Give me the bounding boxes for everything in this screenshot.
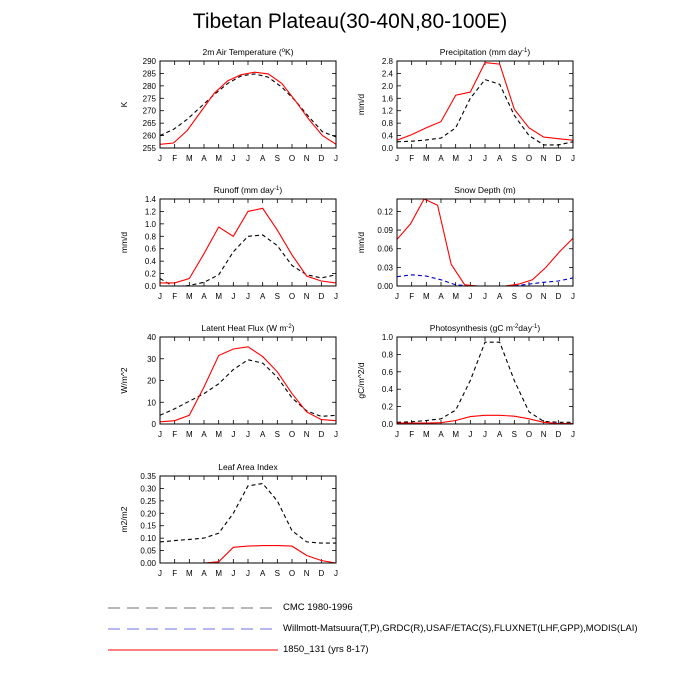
panel-title-text: Snow Depth (m) xyxy=(454,185,516,195)
y-tick-label: 0.10 xyxy=(140,534,156,544)
x-tick-label: A xyxy=(438,292,444,301)
x-tick-label: F xyxy=(172,154,178,163)
panel-title-sup: -2 xyxy=(512,324,519,330)
y-tick-label: 0.8 xyxy=(381,350,393,360)
x-tick-label: M xyxy=(215,569,223,578)
y-tick-label: 0.2 xyxy=(144,269,156,279)
panel-title-text: Runoff (mm day xyxy=(213,185,275,195)
panel-latent-heat-flux xyxy=(119,323,338,439)
x-tick-label: M xyxy=(422,292,430,301)
plot-frame-snow-depth xyxy=(397,199,573,286)
panel-title-text: 2m Air Temperature ( xyxy=(202,47,282,57)
y-axis-label-leaf-area-index: m2/m2 xyxy=(119,506,129,533)
panel-title-text: Latent Heat Flux (W m xyxy=(201,323,287,333)
panel-title-sup: -2 xyxy=(286,324,292,330)
legend-label-model: 1850_131 (yrs 8-17) xyxy=(283,644,369,655)
x-tick-label: M xyxy=(215,154,223,163)
y-tick-label: 0.30 xyxy=(140,484,156,494)
plot-frame-precipitation xyxy=(397,61,573,148)
y-tick-label: 0.2 xyxy=(381,402,393,412)
x-tick-label: J xyxy=(231,430,236,439)
x-tick-label: M xyxy=(215,292,223,301)
x-tick-label: D xyxy=(555,430,562,439)
x-tick-label: J xyxy=(334,154,338,163)
y-axis-label-latent-heat-flux: W/m^2 xyxy=(119,367,129,394)
x-tick-label: J xyxy=(158,154,162,163)
y-tick-label: 0.35 xyxy=(140,472,156,481)
series-line-obs-latent-heat-flux xyxy=(160,360,336,417)
panel-title-sup: -1 xyxy=(532,324,538,330)
y-tick-label: 0.12 xyxy=(377,207,393,217)
panel-title-text: Photosynthesis (gC m xyxy=(429,323,513,333)
x-tick-label: M xyxy=(452,430,460,439)
x-tick-label: F xyxy=(172,569,178,578)
x-tick-label: J xyxy=(334,569,338,578)
series-line-obs-air-temperature xyxy=(160,74,336,137)
series-line-obs-leaf-area-index xyxy=(160,484,336,544)
series-line-model-snow-depth xyxy=(397,199,573,286)
x-tick-label: F xyxy=(172,292,178,301)
x-tick-label: J xyxy=(246,430,250,439)
y-tick-label: 30 xyxy=(147,354,156,364)
panel-title-sup: o xyxy=(281,48,286,54)
x-tick-label: J xyxy=(468,292,473,301)
y-tick-label: 0.0 xyxy=(381,420,393,429)
x-tick-label: J xyxy=(231,154,236,163)
x-tick-label: N xyxy=(303,292,310,301)
x-tick-label: D xyxy=(555,154,562,163)
x-tick-label: D xyxy=(318,292,325,301)
x-tick-label: S xyxy=(511,430,518,439)
x-tick-label: M xyxy=(215,430,223,439)
y-tick-label: 0.20 xyxy=(140,509,156,519)
x-tick-label: F xyxy=(409,430,415,439)
series-line-model-latent-heat-flux xyxy=(160,347,336,422)
y-axis-label-air-temperature: K xyxy=(119,101,129,108)
y-tick-label: 1.0 xyxy=(381,333,393,342)
y-tick-label: 0.0 xyxy=(144,282,156,291)
x-tick-label: S xyxy=(511,154,518,163)
x-tick-label: D xyxy=(318,569,325,578)
panel-title-tail: ) xyxy=(537,323,541,333)
x-tick-label: A xyxy=(259,292,266,301)
y-tick-label: 2.8 xyxy=(381,57,393,66)
x-tick-label: J xyxy=(468,154,473,163)
legend-swatch-observations xyxy=(108,622,278,636)
y-tick-label: 1.2 xyxy=(381,106,393,116)
x-tick-label: A xyxy=(496,430,503,439)
y-tick-label: 0.00 xyxy=(377,282,393,291)
y-tick-label: 0.8 xyxy=(144,232,156,242)
y-tick-label: 10 xyxy=(147,398,156,408)
panel-title-air-temperature xyxy=(202,47,293,57)
y-tick-label: 1.0 xyxy=(144,219,156,229)
y-tick-label: 0.09 xyxy=(377,226,393,236)
x-tick-label: J xyxy=(231,292,236,301)
y-tick-label: 275 xyxy=(142,94,156,104)
panel-photosynthesis xyxy=(356,323,575,439)
panel-title-sup: -1 xyxy=(274,186,280,192)
x-tick-label: J xyxy=(395,430,399,439)
figure-title: Tibetan Plateau(30-40N,80-100E) xyxy=(192,10,508,33)
y-tick-label: 280 xyxy=(142,81,156,91)
panel-air-temperature xyxy=(119,47,338,163)
plot-frame-leaf-area-index xyxy=(160,476,336,563)
x-tick-label: M xyxy=(185,430,193,439)
x-tick-label: O xyxy=(525,292,533,301)
y-tick-label: 0.6 xyxy=(381,367,393,377)
panel-title-text: Leaf Area Index xyxy=(218,462,278,472)
y-tick-label: 0.06 xyxy=(377,244,393,254)
x-tick-label: J xyxy=(158,569,162,578)
series-line-obs-photosynthesis xyxy=(397,342,573,422)
x-tick-label: M xyxy=(452,154,460,163)
x-tick-label: J xyxy=(483,430,487,439)
y-tick-label: 0.25 xyxy=(140,496,156,506)
x-tick-label: M xyxy=(422,430,430,439)
x-tick-label: O xyxy=(525,430,533,439)
legend-swatch-cmc xyxy=(108,601,278,615)
y-tick-label: 1.6 xyxy=(381,94,393,104)
x-tick-label: J xyxy=(468,430,473,439)
y-tick-label: 0.00 xyxy=(140,559,156,568)
x-tick-label: O xyxy=(288,430,296,439)
series-line-model-runoff xyxy=(160,208,336,283)
panel-title-tail: ) xyxy=(279,185,283,195)
panel-title-leaf-area-index xyxy=(218,462,278,472)
panel-snow-depth xyxy=(356,185,575,301)
panel-title-tail: ) xyxy=(527,47,531,57)
series-line-model-air-temperature xyxy=(160,72,336,144)
x-tick-label: M xyxy=(422,154,430,163)
x-tick-label: J xyxy=(395,292,399,301)
x-tick-label: D xyxy=(555,292,562,301)
panel-title-tail: K) xyxy=(285,47,294,57)
plot-frame-air-temperature xyxy=(160,61,336,148)
y-axis-label-photosynthesis: gC/m^2/d xyxy=(356,362,366,399)
y-tick-label: 285 xyxy=(142,69,156,79)
panel-title-precipitation xyxy=(440,47,531,57)
legend-swatch-model xyxy=(108,643,278,657)
x-tick-label: A xyxy=(496,292,503,301)
y-tick-label: 20 xyxy=(147,376,156,386)
y-axis-label-precipitation: mm/d xyxy=(356,93,366,116)
panel-runoff xyxy=(119,185,338,301)
x-tick-label: S xyxy=(274,430,281,439)
x-tick-label: J xyxy=(231,569,236,578)
x-tick-label: A xyxy=(259,154,266,163)
y-tick-label: 2.4 xyxy=(381,69,393,79)
x-tick-label: J xyxy=(483,292,487,301)
x-tick-label: J xyxy=(571,154,575,163)
y-tick-label: 270 xyxy=(142,106,156,116)
x-tick-label: A xyxy=(496,154,503,163)
x-tick-label: J xyxy=(158,292,162,301)
x-tick-label: S xyxy=(274,569,281,578)
panel-leaf-area-index xyxy=(119,462,338,578)
x-tick-label: A xyxy=(438,430,444,439)
x-tick-label: F xyxy=(172,430,178,439)
y-tick-label: 1.2 xyxy=(144,207,156,217)
x-tick-label: N xyxy=(540,292,547,301)
panel-title-sup: -1 xyxy=(522,48,528,54)
panel-precipitation xyxy=(356,47,575,163)
x-tick-label: S xyxy=(274,154,281,163)
x-tick-label: A xyxy=(201,154,207,163)
x-tick-label: F xyxy=(409,154,415,163)
y-tick-label: 0.8 xyxy=(381,119,393,129)
y-tick-label: 0.05 xyxy=(140,546,156,556)
x-tick-label: M xyxy=(185,569,193,578)
y-tick-label: 1.4 xyxy=(144,195,156,204)
x-tick-label: J xyxy=(483,154,487,163)
x-tick-label: S xyxy=(274,292,281,301)
x-tick-label: A xyxy=(201,292,207,301)
y-tick-label: 0.4 xyxy=(381,131,393,141)
plot-frame-photosynthesis xyxy=(397,337,573,424)
x-tick-label: D xyxy=(318,154,325,163)
y-axis-label-runoff: mm/d xyxy=(119,231,129,254)
y-tick-label: 265 xyxy=(142,119,156,129)
panel-title-photosynthesis xyxy=(430,323,541,333)
x-tick-label: O xyxy=(288,292,296,301)
x-tick-label: S xyxy=(511,292,518,301)
x-tick-label: A xyxy=(201,430,207,439)
x-tick-label: A xyxy=(259,430,266,439)
y-tick-label: 0.6 xyxy=(144,244,156,254)
x-tick-label: A xyxy=(438,154,444,163)
y-tick-label: 290 xyxy=(142,57,156,66)
y-tick-label: 0.0 xyxy=(381,144,393,153)
x-tick-label: N xyxy=(303,154,310,163)
panel-title-runoff xyxy=(214,185,283,195)
x-tick-label: M xyxy=(185,154,193,163)
x-tick-label: M xyxy=(452,292,460,301)
x-tick-label: A xyxy=(259,569,266,578)
x-tick-label: J xyxy=(571,430,575,439)
y-tick-label: 255 xyxy=(142,144,156,153)
x-tick-label: F xyxy=(409,292,415,301)
y-tick-label: 0.4 xyxy=(381,385,393,395)
x-tick-label: N xyxy=(303,430,310,439)
x-tick-label: J xyxy=(246,292,250,301)
y-tick-label: 40 xyxy=(147,333,156,342)
x-tick-label: J xyxy=(334,430,338,439)
legend-label-observations: Willmott-Matsuura(T,P),GRDC(R),USAF/ETAC(S),FLUXNET(LHF,GPP),MODIS(LAI) xyxy=(283,623,638,634)
series-line-obs-precipitation xyxy=(397,80,573,145)
x-tick-label: N xyxy=(540,430,547,439)
plot-frame-latent-heat-flux xyxy=(160,337,336,424)
y-tick-label: 260 xyxy=(142,131,156,141)
legend-label-cmc: CMC 1980-1996 xyxy=(283,602,353,613)
x-tick-label: D xyxy=(318,430,325,439)
y-tick-label: 0 xyxy=(151,420,156,429)
x-tick-label: J xyxy=(334,292,338,301)
x-tick-label: N xyxy=(303,569,310,578)
x-tick-label: J xyxy=(246,154,250,163)
x-tick-label: J xyxy=(246,569,250,578)
x-tick-label: O xyxy=(288,154,296,163)
x-tick-label: J xyxy=(395,154,399,163)
y-tick-label: 2.0 xyxy=(381,81,393,91)
y-tick-label: 0.15 xyxy=(140,521,156,531)
panel-title-tail: ) xyxy=(291,323,295,333)
x-tick-label: A xyxy=(201,569,207,578)
x-tick-label: J xyxy=(158,430,162,439)
panel-title-tail: day xyxy=(518,323,533,333)
x-tick-label: O xyxy=(288,569,296,578)
series-line-model-precipitation xyxy=(397,63,573,141)
x-tick-label: N xyxy=(540,154,547,163)
x-tick-label: M xyxy=(185,292,193,301)
y-tick-label: 0.03 xyxy=(377,263,393,273)
panel-title-latent-heat-flux xyxy=(201,323,294,333)
x-tick-label: J xyxy=(571,292,575,301)
panel-title-snow-depth xyxy=(454,185,516,195)
y-axis-label-snow-depth: mm/d xyxy=(356,231,366,254)
x-tick-label: O xyxy=(525,154,533,163)
y-tick-label: 0.4 xyxy=(144,257,156,267)
panel-title-text: Precipitation (mm day xyxy=(439,47,523,57)
